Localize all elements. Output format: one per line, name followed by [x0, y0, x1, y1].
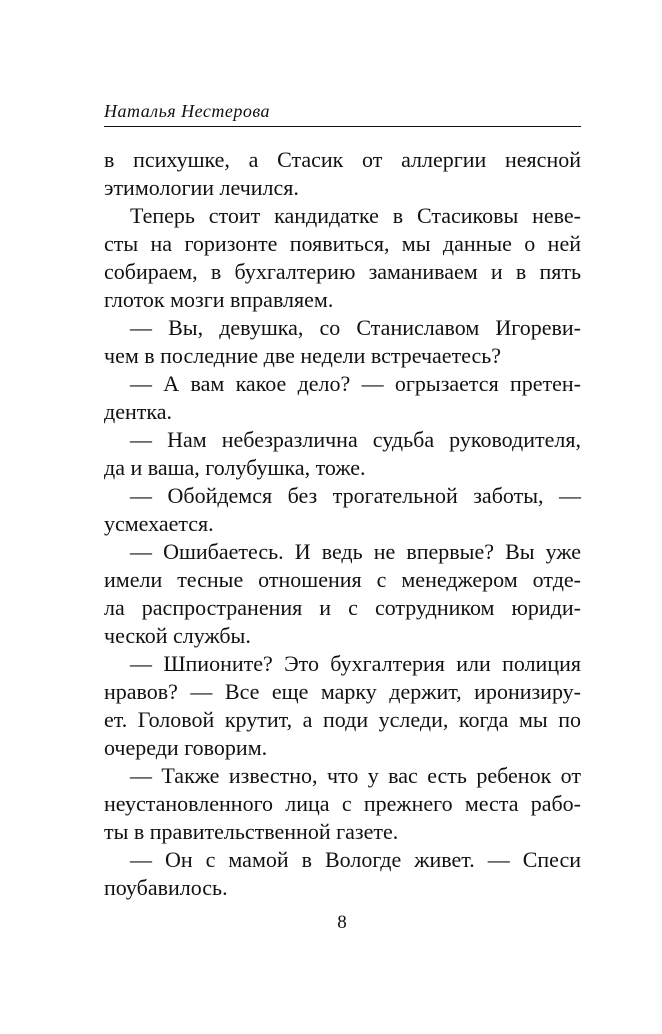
text-line: — А вам какое дело? — огрызается претен-	[130, 371, 581, 396]
text-line: ческой службы.	[104, 623, 251, 648]
text-line: — Шпионите? Это бухгалтерия или полиция	[130, 651, 581, 676]
text-line: этимологии лечился.	[104, 175, 299, 200]
text-line: — Также известно, что у вас есть ребенок от	[130, 763, 581, 788]
text-line: — Ошибаетесь. И ведь не впервые? Вы уже	[130, 539, 581, 564]
text-line: ла распространения и с сотрудником юриди-	[104, 595, 581, 620]
text-line: в психушке, а Стасик от аллергии неясной	[104, 147, 581, 172]
text-line: нравов? — Все еще марку держит, иронизиру-	[104, 679, 581, 704]
text-line: неустановленного лица с прежнего места рабо-	[104, 791, 581, 816]
page-body-text	[104, 146, 581, 902]
text-line: да и ваша, голубушка, тоже.	[104, 455, 366, 480]
text-line: имели тесные отношения с менеджером отде-	[104, 567, 581, 592]
text-line: усмехается.	[104, 511, 214, 536]
text-line: сты на горизонте появиться, мы данные о ней	[104, 231, 581, 256]
text-line: чем в последние две недели встречаетесь?	[104, 343, 502, 368]
running-header-author: Наталья Нестерова	[104, 101, 271, 121]
header-rule	[104, 126, 581, 127]
page-number: 8	[337, 912, 347, 933]
text-line: Теперь стоит кандидатке в Стасиковы неве-	[130, 203, 581, 228]
text-line: поубавилось.	[104, 875, 228, 900]
text-line: дентка.	[104, 399, 172, 424]
text-line: глоток мозги вправляем.	[104, 287, 334, 312]
text-line: — Нам небезразлична судьба руководителя,	[130, 427, 581, 452]
text-line: собираем, в бухгалтерию заманиваем и в пять	[104, 259, 581, 284]
text-line: очереди говорим.	[104, 735, 268, 760]
text-line: ты в правительственной газете.	[104, 819, 399, 844]
text-line: — Обойдемся без трогательной заботы, —	[130, 483, 581, 508]
text-line: ет. Головой крутит, а поди уследи, когда мы по	[104, 707, 581, 732]
text-line: — Вы, девушка, со Станиславом Игореви-	[130, 315, 581, 340]
text-line: — Он с мамой в Вологде живет. — Спеси	[130, 847, 581, 872]
